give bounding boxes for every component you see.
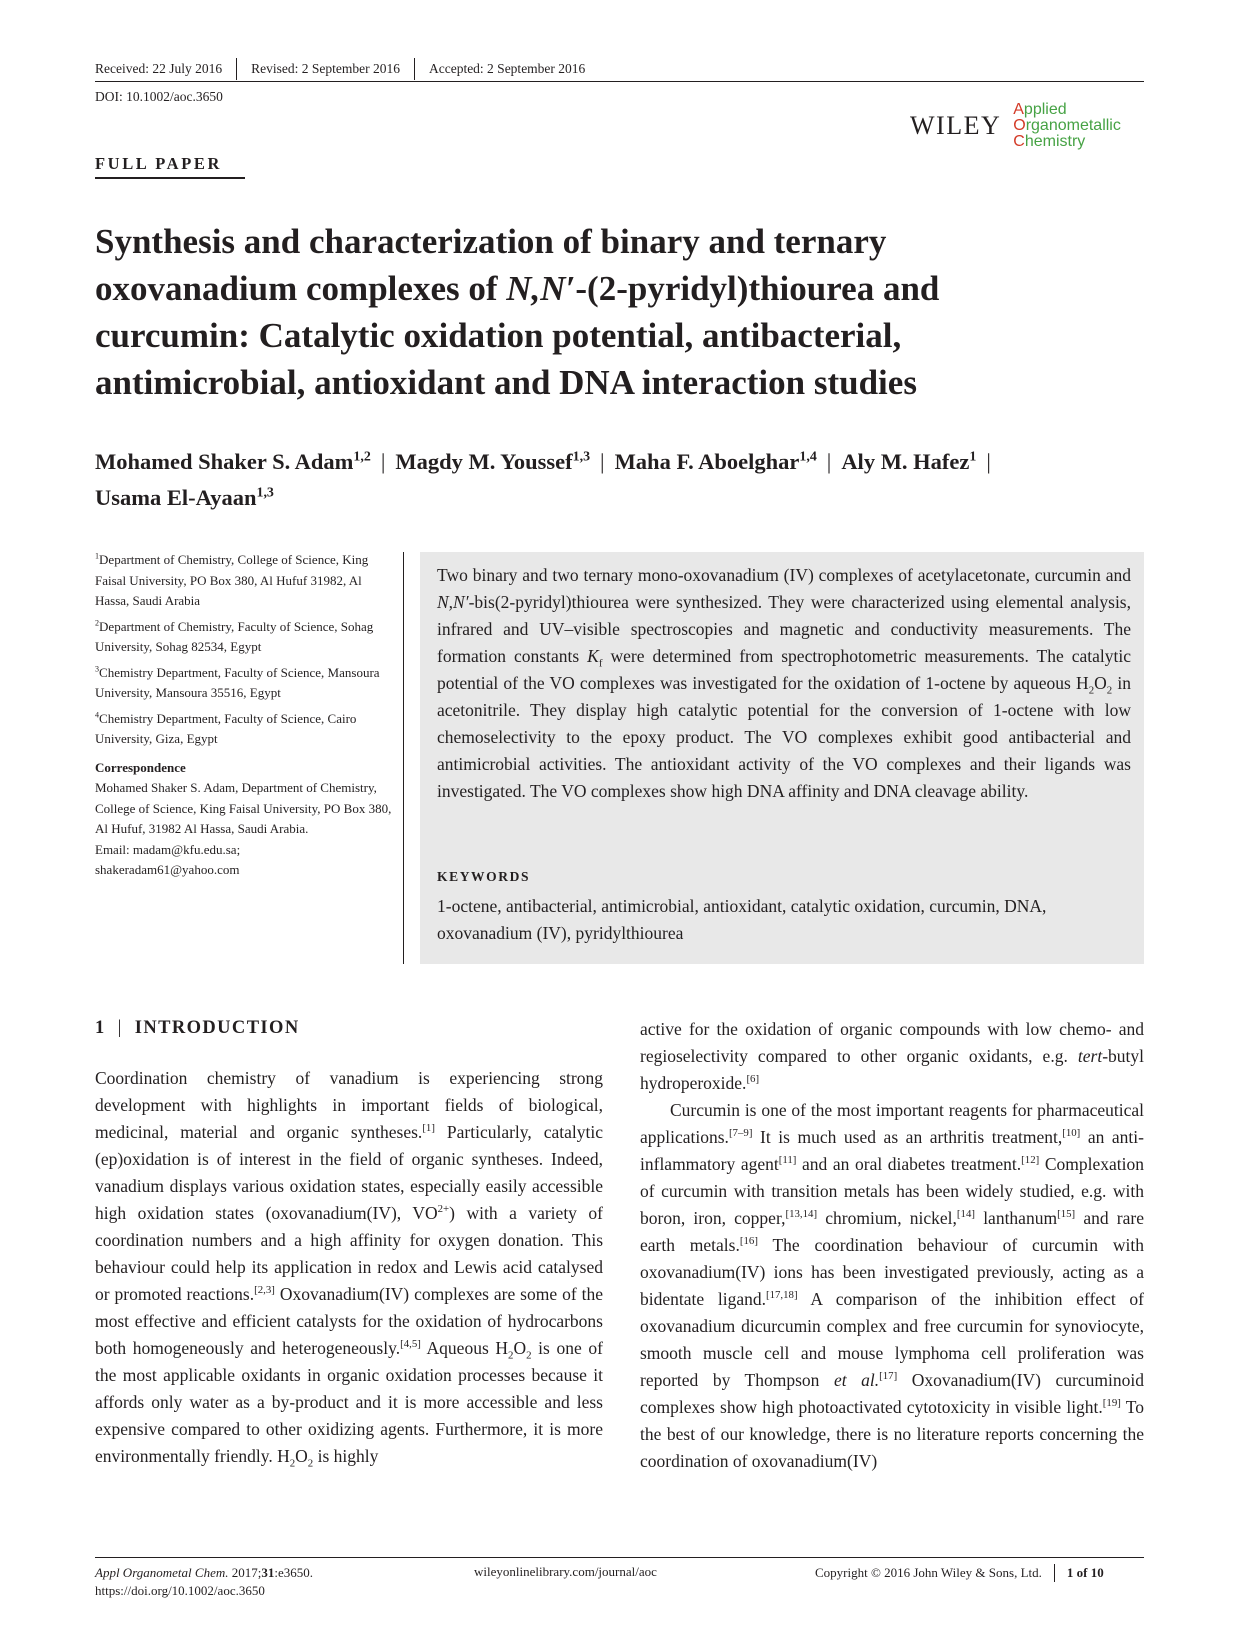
author-affiliation: 1,3 — [256, 485, 274, 501]
correspondence-address: Mohamed Shaker S. Adam, Department of Chemistry, College of Science, King Faisal University, PO Box 380, Al Hufuf, 31982 Al Hassa, Saudi Arabia. — [95, 780, 392, 836]
body-text: Oxovanadium(IV) curcuminoid complexes show high photoactivated cytotoxicity in visible light. — [640, 1370, 1144, 1417]
author-affiliation: 1,3 — [572, 449, 591, 465]
paragraph — [640, 1016, 1144, 1097]
citation[interactable]: [10] — [1062, 1127, 1081, 1140]
abstract-text — [437, 562, 1131, 805]
body-text: Particularly, catalytic (ep)oxidation is of interest in the field of organic syntheses. Indeed, vanadium displays various oxidation states, especially easily accessible high oxidation states (oxovanadium(IV), VO — [95, 1122, 603, 1223]
author-affiliation: 1,2 — [353, 449, 371, 465]
body-text: lanthanum — [975, 1208, 1058, 1228]
header-rule — [95, 81, 1144, 82]
body-text: is one of the most applicable oxidants in organic oxidation processes because it affords only water as a by-product and it is more accessible and less expensive compared to other oxidizing agents. Furthermore, it is more environmentally friendly. H — [95, 1338, 603, 1466]
author-separator: | — [826, 449, 832, 474]
copyright: Copyright © 2016 John Wiley & Sons, Ltd. — [815, 1565, 1042, 1580]
body-text: The coordination behaviour of curcumin with oxovanadium(IV) ions has been investigated previously, acting as a bidentate ligand. — [640, 1235, 1144, 1309]
affiliation-number: 1 — [95, 551, 100, 561]
affiliation — [95, 709, 395, 750]
paper-title — [95, 218, 1095, 406]
abstract-part: were determined from spectrophotometric measurements. The catalytic potential of the VO complexes was investigated for the oxidation of 1-octene by aqueous H — [437, 646, 1131, 693]
affiliation — [95, 550, 395, 612]
journal-word: rganometallic — [1025, 117, 1121, 134]
body-text: Aqueous H — [420, 1338, 509, 1358]
body-text: active for the oxidation of organic compounds with low chemo- and regioselectivity compared to other organic oxidants, e.g. — [640, 1019, 1144, 1066]
accepted-date: Accepted: 2 September 2016 — [428, 61, 586, 76]
affiliation-number: 4 — [95, 710, 100, 720]
body-text: A comparison of the inhibition effect of oxovanadium dicurcumin complex and free curcumin for synoviocyte, smooth muscle cell and mouse lymphoma cell proliferation was reported by Thompson — [640, 1289, 1144, 1390]
correspondence-email[interactable]: Email: madam@kfu.edu.sa; — [95, 841, 241, 857]
doi: DOI: 10.1002/aoc.3650 — [95, 89, 223, 104]
correspondence-email[interactable]: shakeradam61@yahoo.com — [95, 862, 240, 877]
subscript: 2 — [289, 1457, 296, 1470]
abstract-part: in acetonitrile. They display high catalytic potential for the conversion of 1-octene with low chemoselectivity to the epoxy product. The VO complexes exhibit good antibacterial and antimicrobial activities. The antioxidant activity of the VO complexes and their ligands was investigated. The VO complexes show high DNA affinity and DNA cleavage ability. — [437, 673, 1131, 801]
author-name: Mohamed Shaker S. Adam — [95, 449, 354, 474]
body-text: It is much used as an arthritis treatment, — [752, 1127, 1063, 1147]
divider — [414, 58, 415, 80]
body-text: Oxovanadium(IV) complexes are some of the most effective and efficient catalysts for the oxidation of hydrocarbons both homogeneously and heterogeneously. — [95, 1284, 603, 1358]
citation[interactable]: [1] — [422, 1122, 435, 1135]
body-text: and an oral diabetes treatment. — [796, 1154, 1022, 1174]
subscript: 2 — [508, 1349, 514, 1362]
section-title: INTRODUCTION — [134, 1018, 300, 1038]
publication-dates — [95, 58, 585, 80]
journal-name — [1013, 102, 1121, 150]
subscript: 2 — [307, 1457, 314, 1470]
affiliation-text: Chemistry Department, Faculty of Science, Mansoura University, Mansoura 35516, Egypt — [95, 664, 380, 700]
footer-year: 2017; — [228, 1565, 262, 1580]
body-text: and rare earth metals. — [640, 1208, 1145, 1255]
correspondence-heading: Correspondence — [95, 759, 186, 775]
correspondence-text — [95, 778, 395, 881]
footer-article: :e3650. — [274, 1565, 313, 1580]
title-text: Synthesis and characterization of binary and ternary oxovanadium complexes of — [95, 222, 887, 308]
journal-initial: O — [1013, 117, 1026, 134]
body-italic: et al. — [833, 1370, 880, 1390]
citation[interactable]: [14] — [956, 1208, 975, 1221]
footer-journal: Appl Organometal Chem. — [95, 1565, 229, 1580]
citation[interactable]: [16] — [739, 1235, 758, 1248]
citation[interactable]: [17,18] — [765, 1289, 798, 1302]
title-italic: N,N′ — [506, 269, 576, 308]
affiliation-number: 3 — [95, 664, 100, 674]
divider — [236, 58, 237, 80]
abstract-part: -bis(2-pyridyl)thiourea were synthesized. They were characterized using elemental analysis, infrared and UV–visible spectroscopies and magnetic and conductivity measurements. The formation constants — [437, 592, 1131, 666]
subscript: 2 — [526, 1349, 532, 1362]
paragraph — [640, 1097, 1144, 1475]
affiliation — [95, 663, 395, 704]
body-text: O — [513, 1338, 527, 1358]
body-text: Coordination chemistry of vanadium is experiencing strong development with highlights in important fields of biological, medicinal, material and organic syntheses. — [95, 1068, 603, 1142]
footer-website[interactable]: wileyonlinelibrary.com/journal/aoc — [474, 1564, 657, 1579]
author-affiliation: 1 — [969, 449, 977, 465]
column-divider — [403, 552, 404, 964]
abstract-italic: N,N′ — [437, 592, 469, 612]
keywords-text: 1-octene, antibacterial, antimicrobial, antioxidant, catalytic oxidation, curcumin, DNA, oxovanadium (IV), pyridylthiourea — [437, 896, 1047, 943]
author — [615, 449, 817, 474]
author-list — [95, 444, 1145, 516]
footer-doi-link[interactable]: https://doi.org/10.1002/aoc.3650 — [95, 1583, 265, 1598]
author-name: Aly M. Hafez — [841, 449, 970, 474]
footer-rule — [95, 1557, 1144, 1558]
footer-volume: 31 — [261, 1565, 275, 1580]
author — [841, 449, 976, 474]
body-text: Curcumin is one of the most important reagents for pharmaceutical applications. — [640, 1100, 1144, 1147]
paper-type: FULL PAPER — [95, 154, 222, 173]
section-separator: | — [117, 1018, 123, 1038]
citation[interactable]: [15] — [1057, 1208, 1076, 1221]
publisher-logo: WILEY — [910, 111, 1002, 140]
citation[interactable]: [13,14] — [785, 1208, 818, 1221]
paper-type-underline — [95, 177, 245, 179]
citation[interactable]: [19] — [1102, 1397, 1121, 1410]
body-text: O — [295, 1446, 308, 1466]
journal-word: pplied — [1023, 101, 1067, 118]
body-italic: tert — [1077, 1046, 1103, 1066]
affiliation — [95, 617, 395, 658]
divider — [1054, 1564, 1055, 1582]
affiliation-text: Chemistry Department, Faculty of Science, Cairo University, Giza, Egypt — [95, 710, 357, 746]
subscript: 2 — [1106, 684, 1113, 697]
author — [95, 449, 371, 474]
citation[interactable]: [2,3] — [254, 1284, 275, 1297]
author-separator: | — [986, 449, 991, 474]
citation[interactable]: [12] — [1021, 1154, 1040, 1167]
affiliation-text: Department of Chemistry, Faculty of Science, Sohag University, Sohag 82534, Egypt — [95, 618, 374, 654]
keywords-heading: KEYWORDS — [437, 869, 531, 884]
author — [95, 485, 274, 510]
journal-initial: C — [1013, 133, 1025, 150]
body-text: chromium, nickel, — [817, 1208, 957, 1228]
body-text: Complexation of curcumin with transition metals has been widely studied, e.g. with boron, iron, copper, — [640, 1154, 1144, 1228]
citation[interactable]: [4,5] — [400, 1338, 421, 1351]
section-number: 1 — [95, 1018, 106, 1038]
author-name: Maha F. Aboelghar — [614, 449, 800, 474]
author-name: Usama El-Ayaan — [95, 485, 257, 510]
author-separator: | — [380, 449, 386, 474]
subscript: 2 — [1088, 684, 1095, 697]
citation[interactable]: [6] — [746, 1073, 760, 1086]
affiliation-number: 2 — [95, 618, 100, 628]
body-column-left — [95, 1065, 603, 1470]
body-text: ) with a variety of coordination numbers and a high affinity for oxygen donation. This behaviour could help its application in redox and Lewis acid catalysed or promoted reactions. — [95, 1203, 603, 1304]
body-text: -butyl hydroperoxide. — [640, 1046, 1144, 1093]
citation[interactable]: [11] — [778, 1154, 797, 1167]
revised-date: Revised: 2 September 2016 — [251, 61, 400, 76]
superscript: 2+ — [437, 1203, 450, 1216]
footer-citation — [95, 1564, 313, 1600]
footer-right — [815, 1564, 1104, 1582]
title-text: -(2-pyridyl)thiourea and curcumin: Catalytic oxidation potential, antibacterial, antimicrobial, antioxidant and DNA interaction studies — [95, 269, 940, 402]
abstract-part: O — [1094, 673, 1107, 693]
affiliation-text: Department of Chemistry, College of Science, King Faisal University, PO Box 380, Al Hufuf 31982, Al Hassa, Saudi Arabia — [95, 552, 369, 608]
author-affiliation: 1,4 — [799, 449, 817, 465]
journal-word: hemistry — [1024, 133, 1086, 150]
received-date: Received: 22 July 2016 — [95, 61, 223, 76]
section-heading — [95, 1018, 300, 1039]
body-text: an anti-inflammatory agent — [640, 1127, 1144, 1174]
journal-initial: A — [1013, 101, 1024, 118]
journal-logo — [910, 102, 1121, 150]
body-text: To the best of our knowledge, there is no literature reports concerning the coordination of oxovanadium(IV) — [640, 1397, 1144, 1471]
citation[interactable]: [7–9] — [728, 1127, 753, 1140]
affiliations — [95, 550, 395, 881]
abstract-part: Two binary and two ternary mono-oxovanadium (IV) complexes of acetylacetonate, curcumin and — [437, 565, 1131, 585]
author — [395, 449, 590, 474]
body-column-right — [640, 1016, 1144, 1475]
citation[interactable]: [17] — [879, 1370, 898, 1383]
author-separator: | — [600, 449, 605, 474]
body-text: is highly — [313, 1446, 379, 1466]
subscript: f — [598, 657, 603, 670]
abstract-italic: K — [587, 646, 599, 666]
page-number: 1 of 10 — [1066, 1565, 1104, 1580]
author-name: Magdy M. Youssef — [395, 449, 573, 474]
